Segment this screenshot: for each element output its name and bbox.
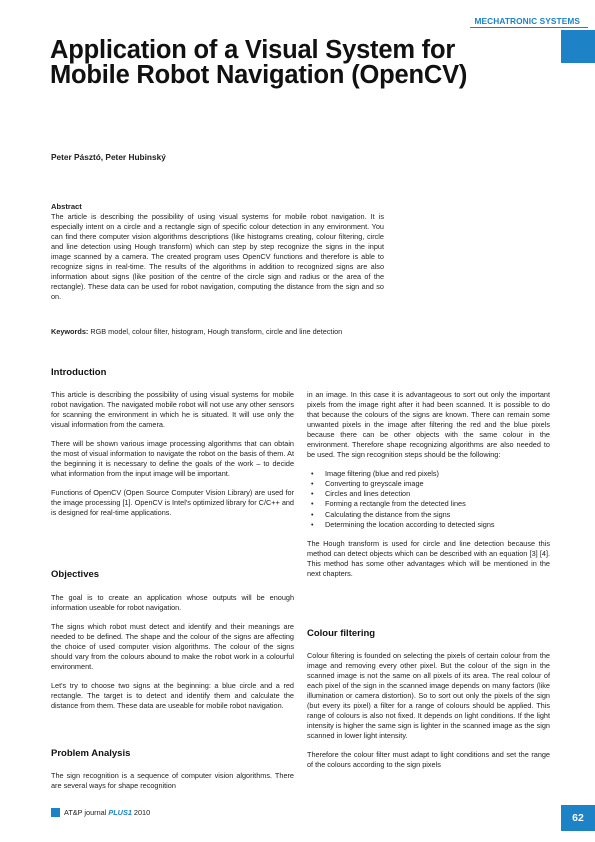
list-item: • Circles and lines detection <box>307 489 550 499</box>
introduction-p2: There will be shown various image processing algorithms that can obtain the most of visual information to navigate the robot on the basis of them. At the beginning it is necessary to define the goals of the work – to decide what information from the input image will be important. <box>51 439 294 479</box>
problem-p3: The Hough transform is used for circle and line detection because this method can detect objects which can be described with an equation [3] [4]. This method has some other advantages which will be mentioned in the next chapters. <box>307 538 550 578</box>
heading-colour-filtering: Colour filtering <box>307 628 376 639</box>
list-item: • Converting to greyscale image <box>307 479 550 489</box>
objectives-p2: The signs which robot must detect and identify and their meanings are needed to be defined. The shape and the colour of the signs are affecting the choice of used computer vision algorithms. The colour of the signs should vary from the colours abound to make the robot work in a colourful environment. <box>51 622 294 672</box>
heading-problem-analysis: Problem Analysis <box>51 748 131 759</box>
heading-objectives: Objectives <box>51 569 100 580</box>
section-tag: MECHATRONIC SYSTEMS <box>474 16 580 26</box>
list-item: • Forming a rectangle from the detected lines <box>307 499 550 509</box>
list-item: • Calculating the distance from the signs <box>307 510 550 520</box>
objectives-p3: Let's try to choose two signs at the beginning: a blue circle and a red rectangle. The target is to detect and identify them and calculate the distance from them. These data are useable for mobile robot navigation. <box>51 681 294 711</box>
problem-p1: The sign recognition is a sequence of computer vision algorithms. There are several ways for shape recognition <box>51 771 294 791</box>
abstract-heading: Abstract <box>51 202 82 211</box>
introduction-p3: Functions of OpenCV (Open Source Computer Vision Library) are used for the image processing [1]. OpenCV is Intel's optimized library for C/C++ and is designed for real-time applications. <box>51 488 294 518</box>
article-authors: Peter Pásztó, Peter Hubinský <box>51 152 166 162</box>
footer-plus: PLUS1 <box>108 808 132 817</box>
section-rule <box>470 27 588 28</box>
footer-journal <box>64 808 150 817</box>
colour-p2: Therefore the colour filter must adapt to light conditions and set the range of the colours according to the sign pixels <box>307 750 550 770</box>
problem-body-left <box>51 771 294 800</box>
introduction-body <box>51 390 294 528</box>
keywords-label: Keywords: <box>51 327 89 336</box>
abstract-text: The article is describing the possibility of using visual systems for mobile robot navigation. It is especially intent on a circle and a rectangle sign of specific colour detection in any environment. You can find there computer vision algorithms descriptions (like histograms creating, colour filtering, circle and line detection using Hough transform) which can step by step recognize the signs in the input image scanned by a camera. The created program uses OpenCV functions and therefore is able to recognize signs in real-time. The results of the algorithms in addition to recognized signs are also information about signs (like position of the centre of the circle sign and radius or the area of the rectangle). These data can be used for robot navigation, computing the distance from the sign and so on. <box>51 212 384 302</box>
objectives-p1: The goal is to create an application whose outputs will be enough information useable for robot navigation. <box>51 593 294 613</box>
footer-year: 2010 <box>133 808 151 817</box>
article-title: Application of a Visual System for Mobile Robot Navigation (OpenCV) <box>50 36 468 89</box>
introduction-p1: This article is describing the possibility of using visual systems for mobile robot navigation. The navigated mobile robot will not use any other sensors for scanning the environment in which he is situated. It will use only the visual information from the camera. <box>51 390 294 430</box>
problem-body-right <box>307 390 550 588</box>
footer-journal-name: AT&P journal <box>64 808 107 817</box>
list-item: • Determining the location according to detected signs <box>307 520 550 530</box>
keywords <box>51 327 384 337</box>
colour-p1: Colour filtering is founded on selecting the pixels of certain colour from the image and removing every other pixel. But the colour of the sign in the scanned image is not the same on all pixels of its area. The real colour of each pixel of the sign in the scanned image depends on many factors (like illumination or camera distortion). So to sort out only the pixels of the sign (but every its pixel) a filter for a range of colours should be applied. This range of colours is also not fixed. It depends on light conditions. If the light intensity is higher the same sign is lighter in the scanned image as the sign scanned in lower light intensity. <box>307 651 550 741</box>
objectives-body <box>51 593 294 720</box>
footer-square <box>51 808 60 817</box>
heading-introduction: Introduction <box>51 367 107 378</box>
problem-p2: in an image. In this case it is advantageous to sort out only the important pixels from the image right after it had been scanned. It is possible to do that because the colours of the signs are known. There can remain some unwanted pixels in the image after filtering the red and the blue pixels because there can be other objects with the same colour in the environment. Therefore shape recognizing algorithms are also needed to be used. The sign recognition steps should be the following: <box>307 390 550 460</box>
corner-block <box>561 30 595 63</box>
list-item: • Image filtering (blue and red pixels) <box>307 469 550 479</box>
keywords-text: RGB model, colour filter, histogram, Hough transform, circle and line detection <box>90 327 343 336</box>
recognition-steps-list <box>307 469 550 529</box>
page-number: 62 <box>561 805 595 831</box>
colour-body <box>307 651 550 780</box>
